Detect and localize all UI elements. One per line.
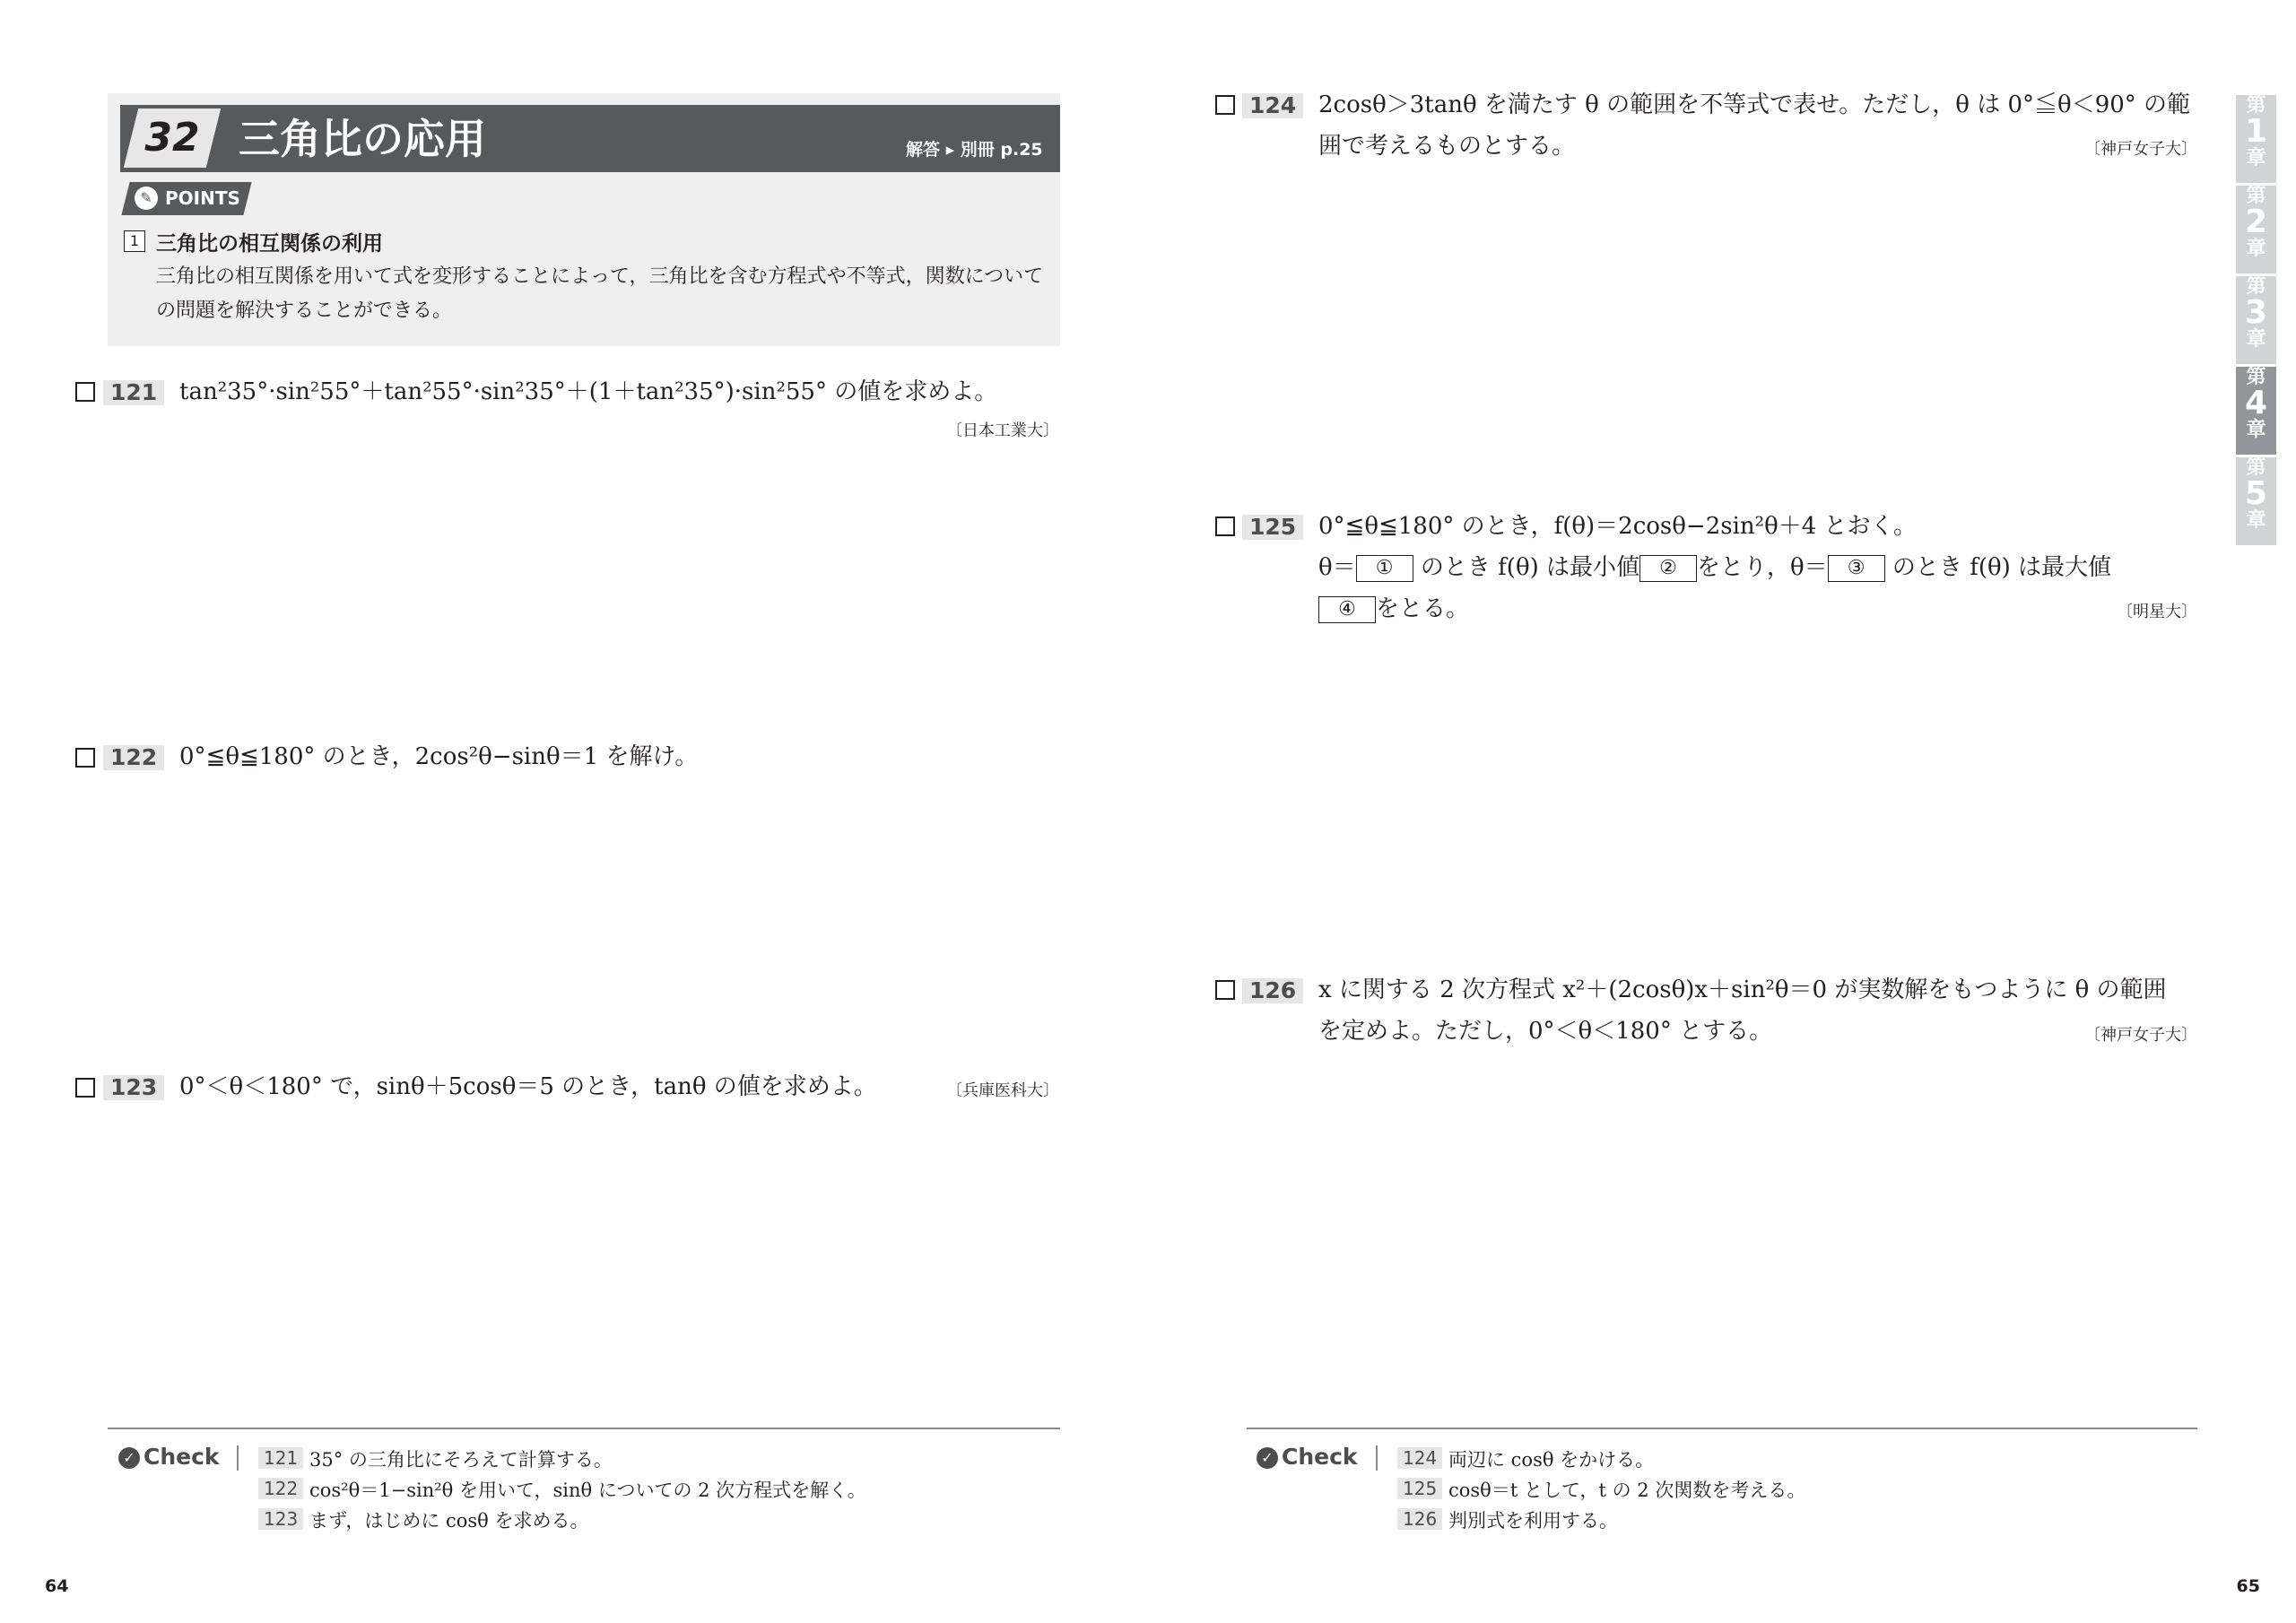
problem-source: 〔神戸女子大〕 bbox=[2084, 1026, 2197, 1045]
checkmark-icon: ✓ bbox=[118, 1447, 140, 1469]
problem-text: 0°≦θ≦180° のとき，2cos²θ−sinθ＝1 を解け。 bbox=[179, 743, 699, 770]
check-hint: 判別式を利用する。 bbox=[1448, 1510, 1618, 1532]
checkbox-121[interactable] bbox=[75, 382, 95, 402]
answer-blank-3[interactable]: ③ bbox=[1828, 555, 1885, 582]
problem-text-cont: ④ をとる。 bbox=[1318, 588, 1469, 629]
problem-text: 0°＜θ＜180° で，sinθ＋5cosθ＝5 のとき，tanθ の値を求めよ。 bbox=[179, 1073, 877, 1100]
checkbox-124[interactable] bbox=[1215, 95, 1235, 115]
check-number: 121 bbox=[258, 1447, 303, 1469]
checkbox-122[interactable] bbox=[75, 748, 95, 768]
check-divider bbox=[108, 1428, 1060, 1429]
check-hint: まず，はじめに cosθ を求める。 bbox=[309, 1510, 589, 1532]
problem-text: 0°≦θ≦180° のとき，f(θ)＝2cosθ−2sin²θ＋4 とおく。 bbox=[1318, 513, 1918, 540]
check-hint: cosθ＝t として，t の 2 次関数を考える。 bbox=[1448, 1480, 1806, 1501]
check-hint: 35° の三角比にそろえて計算する。 bbox=[309, 1449, 613, 1471]
problem-source: 〔兵庫医科大〕 bbox=[946, 1081, 1059, 1100]
point-title: 三角比の相互関係の利用 bbox=[156, 232, 383, 256]
answer-blank-1[interactable]: ① bbox=[1356, 555, 1413, 582]
check-hint: 両辺に cosθ をかける。 bbox=[1448, 1449, 1655, 1471]
problem-text: tan²35°·sin²55°＋tan²55°·sin²35°＋(1＋tan²35°)·sin²55° の値を求めよ。 bbox=[179, 378, 998, 405]
check-number: 124 bbox=[1397, 1447, 1442, 1469]
chapter-tab-1[interactable]: 第 1 章 bbox=[2236, 95, 2276, 183]
problem-source: 〔日本工業大〕 bbox=[946, 421, 1059, 440]
problem-number: 121 bbox=[103, 380, 164, 405]
answer-reference: 解答 ▸ 別冊 p.25 bbox=[906, 140, 1043, 160]
section-title: 三角比の応用 bbox=[239, 115, 486, 163]
check-heading: ✓ Check bbox=[118, 1444, 220, 1470]
page-number-right: 65 bbox=[2236, 1576, 2260, 1596]
chapter-tab-2[interactable]: 第 2 章 bbox=[2236, 186, 2276, 273]
check-number: 122 bbox=[258, 1478, 303, 1499]
checkmark-icon: ✓ bbox=[1257, 1447, 1278, 1469]
problem-text-cont: 囲で考えるものとする。 bbox=[1318, 133, 1576, 160]
point-number: 1 bbox=[124, 230, 145, 252]
problem-number: 126 bbox=[1242, 978, 1303, 1003]
check-heading: ✓ Check bbox=[1257, 1444, 1358, 1470]
check-number: 125 bbox=[1397, 1478, 1442, 1499]
check-separator bbox=[1376, 1445, 1378, 1471]
checkbox-125[interactable] bbox=[1215, 516, 1235, 536]
check-divider bbox=[1247, 1428, 2197, 1429]
check-hint: cos²θ＝1−sin²θ を用いて，sinθ についての 2 次方程式を解く。 bbox=[309, 1480, 866, 1501]
point-body: 三角比の相互関係を用いて式を変形することによって，三角比を含む方程式や不等式，関数についての問題を解決することができる。 bbox=[156, 265, 1044, 322]
problem-source: 〔神戸女子大〕 bbox=[2084, 140, 2197, 159]
checkbox-126[interactable] bbox=[1215, 980, 1235, 1000]
answer-blank-2[interactable]: ② bbox=[1639, 555, 1697, 582]
pencil-icon: ✎ bbox=[135, 187, 158, 210]
points-label: POINTS bbox=[165, 187, 240, 209]
problem-number: 122 bbox=[103, 745, 164, 770]
problem-number: 124 bbox=[1242, 93, 1303, 118]
check-separator bbox=[237, 1445, 239, 1471]
problem-text: 2cosθ＞3tanθ を満たす θ の範囲を不等式で表せ。ただし，θ は 0°≦θ＜90° の範 bbox=[1318, 91, 2191, 118]
page-number-left: 64 bbox=[45, 1576, 69, 1596]
check-number: 123 bbox=[258, 1508, 303, 1530]
problem-text: x に関する 2 次方程式 x²＋(2cosθ)x＋sin²θ＝0 が実数解をもつように θ の範囲 bbox=[1318, 976, 2167, 1003]
problem-number: 123 bbox=[103, 1075, 164, 1100]
problem-source: 〔明星大〕 bbox=[2117, 603, 2197, 621]
checkbox-123[interactable] bbox=[75, 1078, 95, 1098]
answer-blank-4[interactable]: ④ bbox=[1318, 596, 1376, 623]
section-number: 32 bbox=[144, 115, 200, 161]
chapter-tab-5[interactable]: 第 5 章 bbox=[2236, 457, 2276, 545]
chapter-tab-4[interactable]: 第 4 章 bbox=[2236, 367, 2276, 455]
problem-text-cont: を定めよ。ただし，0°＜θ＜180° とする。 bbox=[1318, 1018, 1773, 1045]
check-number: 126 bbox=[1397, 1508, 1442, 1530]
chapter-tab-3[interactable]: 第 3 章 bbox=[2236, 276, 2276, 364]
problem-number: 125 bbox=[1242, 515, 1303, 540]
problem-text-cont: θ＝ ① のとき f(θ) は最小値 ② をとり，θ＝ ③ のとき f(θ) は最大値 bbox=[1318, 554, 2112, 581]
